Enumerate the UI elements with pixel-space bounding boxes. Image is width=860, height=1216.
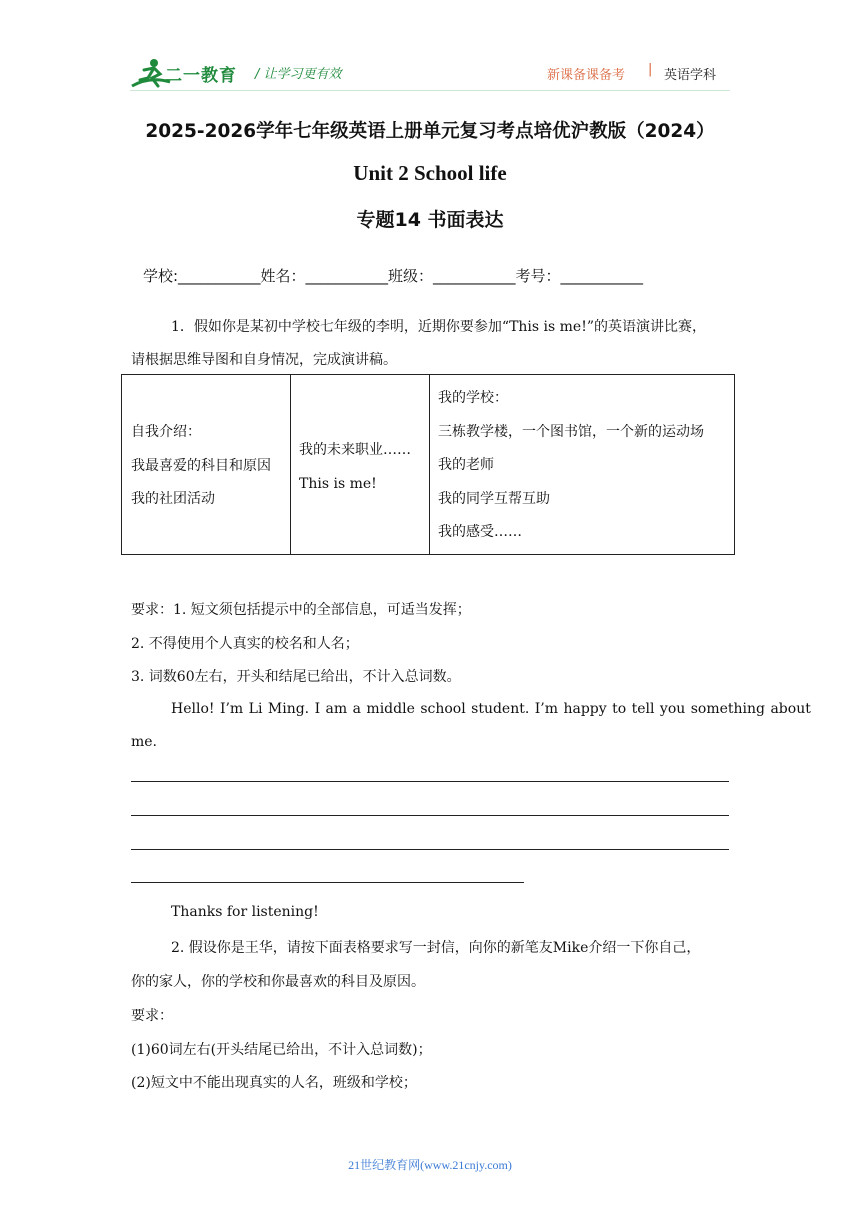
q2-prompt-line1: 2. 假设你是王华，请按下面表格要求写一封信，向你的新笔友Mike介绍一下你自己， <box>171 940 701 956</box>
q1-opening-line1: Hello! I’m Li Ming. I am a middle school student. I’m happy to tell you something about <box>171 701 811 717</box>
slogan: / 让学习更有效 <box>255 67 342 82</box>
q2-requirement-1: (1)60词左右(开头结尾已给出，不计入总词数)； <box>131 1042 432 1058</box>
cell-line: 我的感受…… <box>438 524 522 540</box>
table-cell-self-intro <box>131 416 271 517</box>
student-info-line: 学校:___________姓名：___________班级：___________考号：___________ <box>143 267 644 285</box>
q2-requirement-title: 要求： <box>131 1008 173 1024</box>
q2-prompt-line2: 你的家人，你的学校和你最喜欢的科目及原因。 <box>131 974 425 990</box>
topic-title: 专题14 书面表达 <box>356 209 504 231</box>
q1-prompt-line2: 请根据思维导图和自身情况，完成演讲稿。 <box>131 352 397 368</box>
cell-line: 我的同学互帮互助 <box>438 490 550 507</box>
header-tag-subject: 英语学科 <box>664 68 717 83</box>
cell-line: This is me! <box>299 475 377 492</box>
logo-text: 二一教育 <box>165 66 237 86</box>
header-divider <box>130 90 730 91</box>
cell-line: 我最喜爱的科目和原因 <box>131 457 271 474</box>
cell-line: 我的学校： <box>438 390 508 406</box>
answer-blank-line <box>131 815 729 816</box>
q1-requirement-2: 2. 不得使用个人真实的校名和人名； <box>131 636 359 652</box>
q1-requirement-3: 3. 词数60左右，开头和结尾已给出，不计入总词数。 <box>131 669 461 685</box>
table-cell-school <box>438 382 704 550</box>
header-tag-separator: | <box>648 62 653 77</box>
cell-line: 自我介绍： <box>131 424 201 440</box>
q1-opening-line2: me. <box>131 734 158 750</box>
table-column-divider <box>290 375 291 554</box>
cell-line: 三栋教学楼，一个图书馆，一个新的运动场 <box>438 423 704 440</box>
answer-blank-line <box>131 882 524 883</box>
q1-closing: Thanks for listening! <box>171 904 319 920</box>
footer-source: 21世纪教育网(www.21cnjy.com) <box>348 1158 512 1172</box>
q1-prompt-line1: 1．假如你是某初中学校七年级的李明，近期你要参加“This is me!”的英语演讲比赛， <box>171 319 706 335</box>
unit-title: Unit 2 School life <box>353 161 507 185</box>
table-cell-future <box>299 434 411 501</box>
mind-map-table <box>121 374 735 555</box>
cell-line: 我的老师 <box>438 457 494 473</box>
cell-line: 我的未来职业…… <box>299 442 411 458</box>
answer-blank-line <box>131 849 729 850</box>
cell-line: 我的社团活动 <box>131 491 215 507</box>
document-title: 2025-2026学年七年级英语上册单元复习考点培优沪教版（2024） <box>145 121 715 142</box>
q2-requirement-2: (2)短文中不能出现真实的人名，班级和学校； <box>131 1075 417 1091</box>
q1-requirement-1: 要求：1. 短文须包括提示中的全部信息，可适当发挥； <box>131 602 471 618</box>
table-column-divider <box>429 375 430 554</box>
header-tag-course: 新课备课备考 <box>547 68 626 83</box>
answer-blank-line <box>131 781 729 782</box>
